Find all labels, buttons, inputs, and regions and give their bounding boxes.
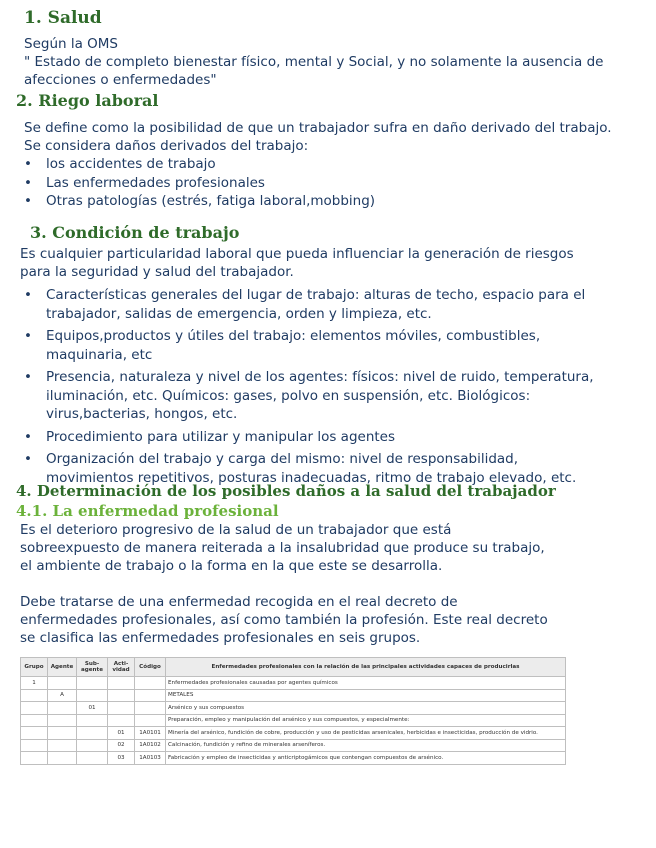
column-header-grupo: Grupo: [21, 658, 48, 677]
bullet-line: movimientos repetitivos, posturas inadecuadas, ritmo de trabajo elevado, etc.: [46, 469, 577, 486]
decreto-line-1: Debe tratarse de una enfermedad recogida en el real decreto de: [20, 594, 458, 610]
cell-agente: [48, 677, 77, 690]
enfermedad-line-2: sobreexpuesto de manera reiterada a la insalubridad que produce su trabajo,: [20, 540, 545, 556]
bullet-line: Características generales del lugar de trabajo: alturas de techo, espacio para el: [46, 287, 586, 303]
cell-agente: [48, 739, 77, 752]
column-header-codigo: Código: [135, 658, 166, 677]
cell-actividad: [108, 702, 135, 715]
condicion-bullet: [20, 286, 594, 323]
cell-codigo: [135, 689, 166, 702]
cell-codigo: [135, 702, 166, 715]
bullet-line: trabajador, salidas de emergencia, orden y limpieza, etc.: [46, 305, 432, 322]
cell-agente: [48, 702, 77, 715]
section-title-salud: 1. Salud: [24, 8, 102, 28]
cell-descripcion: Minería del arsénico, fundición de cobre, producción y uso de pesticidas arsenicales, herbicidas e insecticidas, producción de vidrio.: [166, 727, 566, 740]
salud-line-2: " Estado de completo bienestar físico, mental y Social, y no solamente la ausencia de: [24, 54, 604, 70]
table-row: [21, 739, 566, 752]
column-header-agente: Agente: [48, 658, 77, 677]
cell-descripcion: Preparación, empleo y manipulación del arsénico y sus compuestos, y especialmente:: [166, 714, 566, 727]
cell-subagente: [77, 739, 108, 752]
cell-codigo: 1A0101: [135, 727, 166, 740]
cell-descripcion: Fabricación y empleo de insecticidas y anticriptogámicos que contengan compuestos de arsénico.: [166, 752, 566, 765]
cell-actividad: 02: [108, 739, 135, 752]
decreto-line-2: enfermedades profesionales, así como también la profesión. Este real decreto: [20, 612, 548, 628]
bullet-line: Organización del trabajo y carga del mismo: nivel de responsabilidad,: [46, 451, 519, 467]
cell-subagente: [77, 677, 108, 690]
cell-subagente: [77, 752, 108, 765]
riesgo-bullet: • los accidentes de trabajo: [20, 155, 375, 174]
riesgo-line-1: Se define como la posibilidad de que un trabajador sufra en daño derivado del trabajo.: [24, 120, 612, 136]
cell-grupo: [21, 752, 48, 765]
bullet-line: maquinaria, etc: [46, 346, 153, 363]
bullet-line: Presencia, naturaleza y nivel de los agentes: físicos: nivel de ruido, temperatura,: [46, 369, 594, 385]
cell-agente: A: [48, 689, 77, 702]
column-header-subagente: Sub-agente: [77, 658, 108, 677]
condicion-line-2: para la seguridad y salud del trabajador.: [20, 264, 294, 280]
cell-grupo: [21, 739, 48, 752]
cell-agente: [48, 714, 77, 727]
table-row: [21, 702, 566, 715]
cell-agente: [48, 727, 77, 740]
enfermedad-line-3: el ambiente de trabajo o la forma en la que este se desarrolla.: [20, 558, 443, 574]
decreto-line-3: se clasifica las enfermedades profesionales en seis grupos.: [20, 630, 421, 646]
cell-grupo: 1: [21, 677, 48, 690]
section-title-condicion-trabajo: 3. Condición de trabajo: [30, 223, 240, 242]
section-title-riesgo-laboral: 2. Riego laboral: [16, 91, 159, 110]
subsection-title-enfermedad-profesional: 4.1. La enfermedad profesional: [16, 502, 279, 520]
cell-codigo: [135, 677, 166, 690]
cell-codigo: [135, 714, 166, 727]
condicion-bullet-list: [20, 286, 594, 487]
cell-actividad: [108, 714, 135, 727]
condicion-bullet: [20, 428, 594, 447]
cell-actividad: 03: [108, 752, 135, 765]
cell-actividad: 01: [108, 727, 135, 740]
table-row: [21, 689, 566, 702]
condicion-line-1: Es cualquier particularidad laboral que pueda influenciar la generación de riesgos: [20, 246, 574, 262]
cell-grupo: [21, 727, 48, 740]
bullet-line: Equipos,productos y útiles del trabajo: elementos móviles, combustibles,: [46, 328, 541, 344]
bullet-line: iluminación, etc. Químicos: gases, polvo en suspensión, etc. Biológicos:: [46, 387, 531, 404]
cell-subagente: [77, 714, 108, 727]
condicion-bullet: [20, 327, 594, 364]
cell-grupo: [21, 714, 48, 727]
bullet-line: virus,bacterias, hongos, etc.: [46, 406, 238, 422]
cell-codigo: 1A0102: [135, 739, 166, 752]
cell-subagente: 01: [77, 702, 108, 715]
cell-descripcion: Calcinación, fundición y refino de minerales arseníferos.: [166, 739, 566, 752]
salud-line-3: afecciones o enfermedades": [24, 72, 217, 88]
cell-grupo: [21, 702, 48, 715]
cell-codigo: 1A0103: [135, 752, 166, 765]
riesgo-bullet-list: [20, 155, 375, 211]
cell-descripcion: Enfermedades profesionales causadas por agentes químicos: [166, 677, 566, 690]
enfermedad-line-1: Es el deterioro progresivo de la salud de un trabajador que está: [20, 522, 452, 538]
column-header-actividad: Acti-vidad: [108, 658, 135, 677]
table-row: [21, 752, 566, 765]
section-title-danos-salud: 4. Determinación de los posibles daños a la salud del trabajador: [16, 482, 556, 500]
table-row: [21, 727, 566, 740]
cell-descripcion: METALES: [166, 689, 566, 702]
riesgo-line-2: Se considera daños derivados del trabajo:: [24, 138, 309, 154]
riesgo-bullet: • Otras patologías (estrés, fatiga laboral,mobbing): [20, 192, 375, 211]
salud-line-1: Según la OMS: [24, 36, 119, 52]
cell-actividad: [108, 689, 135, 702]
cell-descripcion: Arsénico y sus compuestos: [166, 702, 566, 715]
enfermedades-profesionales-table: [20, 657, 566, 765]
table-row: [21, 714, 566, 727]
table-header-row: [21, 658, 566, 677]
riesgo-bullet: • Las enfermedades profesionales: [20, 174, 375, 193]
cell-agente: [48, 752, 77, 765]
cell-grupo: [21, 689, 48, 702]
condicion-bullet: [20, 368, 594, 424]
bullet-line: Procedimiento para utilizar y manipular los agentes: [46, 428, 396, 445]
cell-actividad: [108, 677, 135, 690]
column-header-descripcion: Enfermedades profesionales con la relación de las principales actividades capaces de producirlas: [166, 658, 566, 677]
cell-subagente: [77, 727, 108, 740]
cell-subagente: [77, 689, 108, 702]
table-row: [21, 677, 566, 690]
